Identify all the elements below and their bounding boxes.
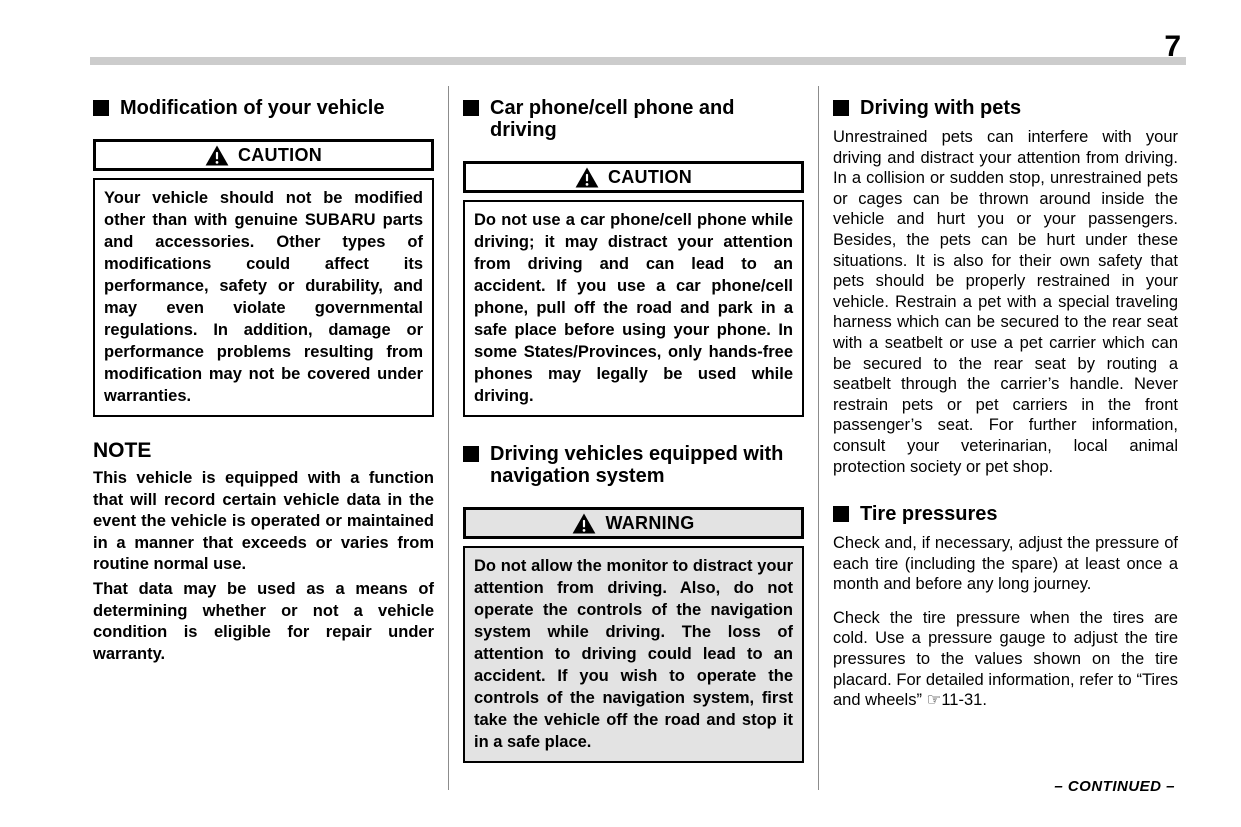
section-heading-modification bbox=[93, 97, 434, 119]
section-heading-text: Modification of your vehicle bbox=[120, 97, 385, 119]
warning-triangle-icon bbox=[575, 167, 599, 188]
caution-header bbox=[93, 139, 434, 171]
note-section bbox=[93, 439, 434, 665]
pets-paragraph: Unrestrained pets can interfere with your driving and distract your attention from driving. In a collision or sudden stop, unrestrained pets or cages can be thrown around inside the vehicle and hurt you or your passengers. Besides, the pets can be hurt under these situations. It is also for their own safety that pets should be properly restrained in your vehicle. Restrain a pet with a special traveling harness which can be secured to the rear seat with a seatbelt or use a pet carrier which can be secured to the rear seat by routing a seatbelt through the carrier’s handle. Never restrain pets or pet carriers in the front passenger’s seat. For further information, consult your veterinarian, local animal protection society or pet shop. bbox=[833, 128, 1178, 476]
section-heading-car-phone bbox=[463, 97, 804, 141]
continued-label: – CONTINUED – bbox=[1054, 778, 1175, 795]
caution-box-car-phone bbox=[463, 161, 804, 417]
section-heading-text: Tire pressures bbox=[860, 503, 998, 526]
warning-triangle-icon bbox=[572, 513, 596, 534]
page-number: 7 bbox=[1164, 30, 1181, 63]
column-divider-right bbox=[818, 86, 819, 790]
tire-paragraph: Check and, if necessary, adjust the pressure of each tire (including the spare) at least once a month and before any long journey. bbox=[833, 534, 1178, 594]
column-pets-tires bbox=[833, 97, 1178, 711]
caution-label: CAUTION bbox=[607, 166, 693, 187]
warning-triangle-icon bbox=[205, 145, 229, 166]
warning-header bbox=[463, 507, 804, 539]
warning-label: WARNING bbox=[605, 512, 695, 533]
caution-box-modification bbox=[93, 139, 434, 417]
tire-paragraph: Check the tire pressure when the tires are cold. Use a pressure gauge to adjust the tire pressures to the values shown on the tire placard. For detailed information, refer to “Tires and wheels” ☞11-31. bbox=[833, 608, 1178, 710]
section-heading-text: Car phone/cell phone and driving bbox=[490, 97, 735, 141]
note-paragraph: This vehicle is equipped with a function that will record certain vehicle data in the event the vehicle is operated or maintained in a manner that exceeds or varies from routine normal use. bbox=[93, 469, 434, 574]
section-heading-tire-pressures bbox=[833, 503, 1178, 525]
square-bullet-icon bbox=[833, 100, 849, 116]
square-bullet-icon bbox=[463, 446, 479, 462]
section-heading-navigation bbox=[463, 443, 804, 487]
warning-box-navigation bbox=[463, 507, 804, 763]
header-rule bbox=[90, 57, 1186, 65]
column-modification bbox=[93, 97, 434, 668]
column-divider-left bbox=[448, 86, 449, 790]
section-heading-pets bbox=[833, 97, 1178, 119]
caution-label: CAUTION bbox=[237, 144, 323, 165]
column-phone-navigation bbox=[463, 97, 804, 763]
caution-header bbox=[463, 161, 804, 193]
section-heading-text: Driving with pets bbox=[860, 97, 1022, 119]
caution-body-text: Do not use a car phone/cell phone while driving; it may distract your attention from driving and can lead to an accident. If you use a car phone/cell phone, pull off the road and park in a safe place before using your phone. In some States/Provinces, only hands-free phones may legally be used while driving. bbox=[463, 200, 804, 417]
note-paragraph: That data may be used as a means of determining whether or not a vehicle condition is eligible for repair under warranty. bbox=[93, 579, 434, 663]
square-bullet-icon bbox=[93, 100, 109, 116]
note-heading: NOTE bbox=[93, 439, 152, 462]
caution-body-text: Your vehicle should not be modified other than with genuine SUBARU parts and accessories. Other types of modifications could affect its performance, safety or durability, and may even violate governmental regulations. In addition, damage or performance problems resulting from modification may not be covered under warranties. bbox=[93, 178, 434, 417]
section-heading-text: Driving vehicles equipped with navigation system bbox=[490, 443, 784, 487]
square-bullet-icon bbox=[833, 506, 849, 522]
square-bullet-icon bbox=[463, 100, 479, 116]
warning-body-text: Do not allow the monitor to distract your attention from driving. Also, do not operate the controls of the navigation system while driving. The loss of attention to driving could lead to an accident. If you wish to operate the controls of the navigation system, first take the vehicle off the road and stop it in a safe place. bbox=[463, 546, 804, 763]
